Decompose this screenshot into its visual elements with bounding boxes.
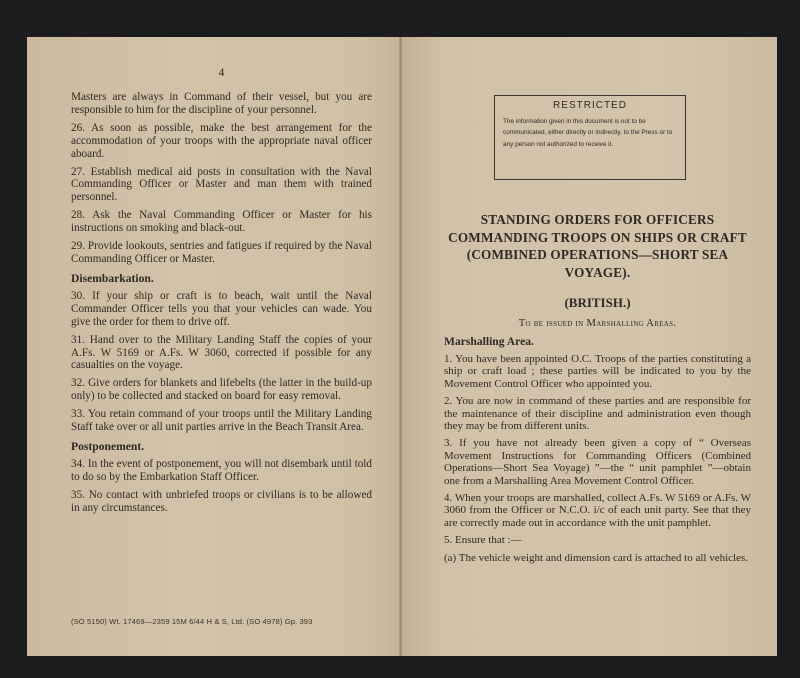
restricted-box <box>494 95 686 180</box>
paragraph-34: 34. In the event of postponement, you will not disembark until told to do so by the Embarkation Staff Officer. <box>71 457 372 483</box>
heading-marshalling: Marshalling Area. <box>444 335 534 348</box>
document-title: STANDING ORDERS FOR OFFICERS COMMANDING TROOPS ON SHIPS OR CRAFT (COMBINED OPERATIONS—SHORT SEA VOYAGE). <box>448 212 747 280</box>
paragraph-2: 2. You are now in command of these parties and are responsible for the maintenance of their discipline and administration even though they may be from different units. <box>444 395 751 433</box>
print-footer: (SO 5150) Wt. 17469—2359 15M 6/44 H & S, Ltd. (SO 4978) Gp. 393 <box>71 617 313 626</box>
paragraph-31: 31. Hand over to the Military Landing Staff the copies of your A.Fs. W 5169 or A.Fs. W 3060, corrected if possible for any casualties on the voyage. <box>71 333 372 372</box>
heading-postponement: Postponement. <box>71 439 145 453</box>
right-body <box>444 333 751 569</box>
paragraph-35: 35. No contact with unbriefed troops or civilians is to be allowed in any circumstances. <box>71 488 372 514</box>
paragraph-27: 27. Establish medical aid posts in consultation with the Naval Commanding Officer or Master and man them with trained personnel. <box>71 165 372 204</box>
issue-note: To be issued in Marshalling Areas. <box>518 318 677 329</box>
paragraph-intro: Masters are always in Command of their vessel, but you are responsible to him for the discipline of your personnel. <box>71 91 372 116</box>
paragraph-33: 33. You retain command of your troops until the Military Landing Staff take over or all unit parties arrive in the Beach Transit Area. <box>71 408 372 434</box>
paragraph-29: 29. Provide lookouts, sentries and fatigues if required by the Naval Commanding Officer or Master. <box>71 240 372 265</box>
left-page <box>27 37 400 656</box>
paragraph-3: 3. If you have not already been given a copy of “ Overseas Movement Instructions for Commanding Officers (Combined Operations—Short Sea Voyage) ”—the “ unit pamphlet ”—obtain one from a Marshalling Area Movement Control Officer. <box>444 437 751 487</box>
paragraph-26: 26. As soon as possible, make the best arrangement for the accommodation of your troops with the appropriate naval officer aboard. <box>71 121 372 160</box>
heading-disembarkation: Disembarkation. <box>71 271 154 285</box>
paragraph-28: 28. Ask the Naval Commanding Officer or Master for his instructions on smoking and black-out. <box>71 209 372 235</box>
paragraph-5a: (a) The vehicle weight and dimension card is attached to all vehicles. <box>444 551 749 564</box>
paragraph-30: 30. If your ship or craft is to beach, wait until the Naval Commander Officer tells you that your vehicles can wade. You give the order for them to drive off. <box>71 289 372 328</box>
restricted-title: RESTRICTED <box>553 100 627 111</box>
leaflet <box>27 37 777 656</box>
paragraph-5: 5. Ensure that :— <box>444 534 522 547</box>
right-page <box>402 37 777 656</box>
paragraph-4: 4. When your troops are marshalled, collect A.Fs. W 5169 or A.Fs. W 3060 from the Officer or N.C.O. i/c of each unit party. See that they are correctly made out in accordance with the unit pamphlet. <box>444 492 751 529</box>
paragraph-1: 1. You have been appointed O.C. Troops of the parties constituting a ship or craft load ; these parties will be indicated to you by the Movement Control Officer who appointed you. <box>444 353 751 390</box>
paragraph-32: 32. Give orders for blankets and lifebelts (the latter in the build-up only) to be collected and stacked on board for easy removal. <box>71 377 372 403</box>
document-subtitle: (BRITISH.) <box>564 295 631 310</box>
restricted-text: The information given in this document is not to be communicated, either directly or indirectly, to the Press or to any person not authorized to receive it. <box>503 118 673 148</box>
page-number: 4 <box>218 67 225 79</box>
